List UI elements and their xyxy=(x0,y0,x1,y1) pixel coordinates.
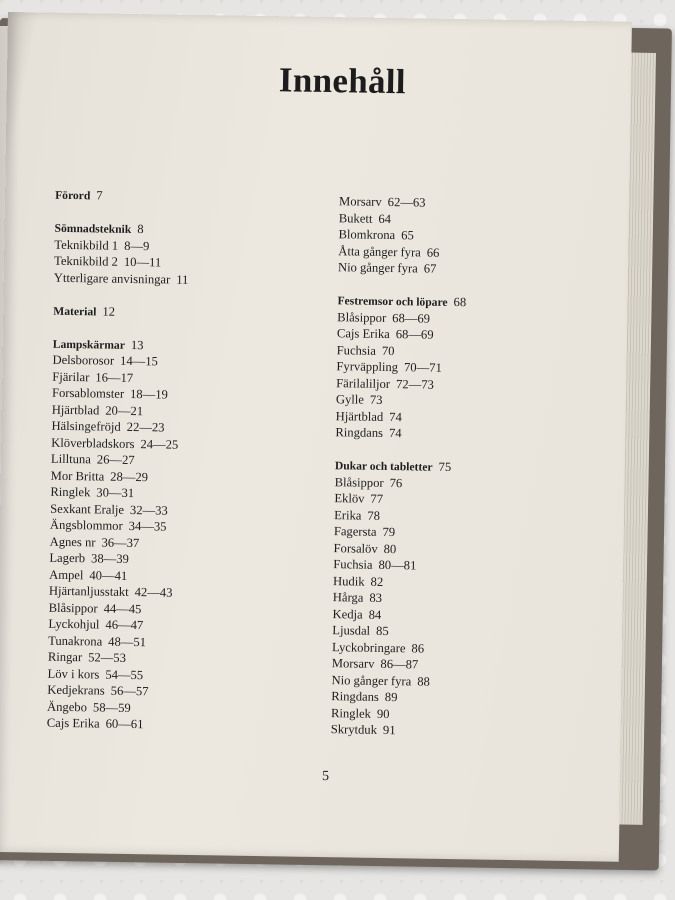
toc-entry-pages: 26—27 xyxy=(96,452,135,468)
toc-entry-title: Lyckobringare xyxy=(331,639,406,655)
toc-entry-title: Fuchsia xyxy=(336,342,377,358)
toc-entry-title: Forsalöv xyxy=(333,540,378,556)
toc-entry-pages: 90 xyxy=(376,706,390,721)
toc-entry-title: Fuchsia xyxy=(333,557,373,572)
toc-entry xyxy=(337,325,466,344)
toc-entry-pages: 70 xyxy=(381,343,395,358)
toc-entry xyxy=(333,589,462,608)
toc-entry xyxy=(47,682,182,701)
toc-entry-pages: 85 xyxy=(375,623,389,639)
toc-entry-title: Fagersta xyxy=(333,524,377,539)
toc-entry-pages: 11 xyxy=(176,272,189,287)
toc-entry xyxy=(47,698,182,717)
toc-entry xyxy=(335,424,464,443)
toc-entry-title: Morsarv xyxy=(338,194,382,209)
toc-entry xyxy=(51,451,186,470)
toc-entry xyxy=(47,715,182,734)
toc-entry-pages: 64 xyxy=(378,211,392,226)
toc-entry-title: Fyrväppling xyxy=(336,359,399,375)
toc-entry-title: Ljusdal xyxy=(332,623,371,638)
toc-entry-pages: 38—39 xyxy=(90,551,129,566)
toc-entry xyxy=(338,243,467,262)
toc-entry-pages: 54—55 xyxy=(105,667,144,682)
toc-spacer xyxy=(53,286,188,305)
toc-spacer xyxy=(338,276,467,295)
toc-entry xyxy=(333,556,462,575)
toc-entry-pages: 75 xyxy=(438,459,452,475)
toc-entry-pages: 86—87 xyxy=(380,656,419,672)
toc-entry-pages: 67 xyxy=(423,261,437,276)
toc-entry-pages: 12 xyxy=(102,304,116,319)
toc-entry xyxy=(331,672,460,691)
toc-entry-pages: 80 xyxy=(383,541,397,556)
toc-entry xyxy=(51,418,186,437)
toc-entry-pages: 74 xyxy=(388,426,402,441)
toc-entry-title: Kedjekrans xyxy=(47,682,105,698)
toc-entry-title: Ampel xyxy=(49,567,84,582)
toc-entry-pages: 91 xyxy=(382,722,396,738)
toc-entry xyxy=(49,550,184,569)
toc-entry-title: Teknikbild 1 xyxy=(54,237,119,253)
toc-entry-pages: 36—37 xyxy=(101,535,140,550)
toc-entry xyxy=(54,269,189,288)
toc-entry-pages: 78 xyxy=(367,508,381,523)
toc-entry xyxy=(49,566,184,585)
toc-entry-pages: 79 xyxy=(382,524,396,540)
toc-entry-title: Festremsor och löpare xyxy=(337,294,448,309)
toc-entry-pages: 34—35 xyxy=(128,518,167,534)
toc-entry-title: Agnes nr xyxy=(49,534,96,549)
toc-entry-pages: 60—61 xyxy=(105,716,144,732)
toc-entry-pages: 14—15 xyxy=(119,353,158,369)
toc-entry-pages: 84 xyxy=(368,607,382,622)
toc-entry-title: Delsborosor xyxy=(52,352,115,368)
toc-entry-title: Dukar och tabletter xyxy=(334,459,433,474)
toc-entry xyxy=(338,259,467,278)
toc-entry-title: Nio gånger fyra xyxy=(331,672,412,688)
toc-entry-title: Erika xyxy=(334,507,362,523)
toc-entry-title: Klöverbladskors xyxy=(51,435,135,451)
toc-entry-pages: 89 xyxy=(384,690,398,705)
toc-entry xyxy=(337,342,466,361)
toc-entry-pages: 74 xyxy=(389,409,402,424)
toc-entry-pages: 7 xyxy=(96,188,103,203)
toc-spacer xyxy=(53,319,188,338)
toc-section-heading xyxy=(337,292,466,311)
toc-entry-pages: 65 xyxy=(401,228,414,243)
toc-entry-pages: 20—21 xyxy=(105,403,144,418)
toc-section-heading xyxy=(54,220,189,239)
toc-entry xyxy=(48,649,183,668)
toc-entry-title: Fjärilar xyxy=(52,369,90,384)
toc-entry xyxy=(331,705,460,724)
toc-entry xyxy=(331,688,460,707)
toc-entry-pages: 56—57 xyxy=(110,683,149,699)
toc-entry-pages: 18—19 xyxy=(129,386,168,402)
toc-entry xyxy=(337,309,466,328)
toc-section-heading xyxy=(53,302,188,321)
toc-entry-pages: 68—69 xyxy=(392,310,431,326)
book-page xyxy=(0,12,632,862)
toc-entry-title: Löv i kors xyxy=(47,666,100,682)
toc-entry xyxy=(50,484,185,503)
toc-entry-pages: 58—59 xyxy=(92,699,131,715)
toc-entry-title: Morsarv xyxy=(331,656,375,671)
toc-section-heading xyxy=(55,187,190,206)
toc-entry-title: Sexkant Eralje xyxy=(50,501,125,517)
toc-entry-title: Blåsippor xyxy=(334,474,384,490)
toc-entry-title: Cajs Erika xyxy=(336,326,390,342)
toc-entry-pages: 22—23 xyxy=(126,419,165,435)
toc-entry-title: Lagerb xyxy=(49,550,86,566)
toc-entry-title: Ringlek xyxy=(50,484,91,500)
toc-entry-title: Ringlek xyxy=(330,705,372,721)
toc-entry-title: Blomkrona xyxy=(338,227,396,243)
toc-entry-title: Ängsblommor xyxy=(49,517,123,533)
toc-entry xyxy=(331,721,460,740)
toc-entry-title: Eklöv xyxy=(334,491,365,506)
toc-entry xyxy=(50,517,185,536)
toc-entry-title: Åtta gånger fyra xyxy=(338,243,421,260)
toc-entry-title: Skrytduk xyxy=(330,722,378,737)
toc-entry-pages: 66 xyxy=(426,245,440,260)
page-title: Innehåll xyxy=(278,60,407,102)
toc-section-heading xyxy=(335,457,464,476)
toc-entry-pages: 24—25 xyxy=(140,436,179,452)
toc-entry-pages: 86 xyxy=(411,640,425,656)
toc-entry-pages: 70—71 xyxy=(403,360,442,375)
toc-entry xyxy=(335,474,464,493)
toc-entry-title: Cajs Erika xyxy=(46,715,100,731)
toc-entry-title: Teknikbild 2 xyxy=(53,253,119,269)
toc-entry-pages: 73 xyxy=(369,392,383,407)
toc-entry-pages: 13 xyxy=(130,337,144,352)
toc-entry-pages: 62—63 xyxy=(387,194,426,210)
toc-entry-title: Färilaliljor xyxy=(336,375,391,391)
toc-entry-pages: 83 xyxy=(369,590,383,605)
toc-entry xyxy=(333,573,462,592)
toc-entry-pages: 30—31 xyxy=(96,485,135,501)
toc-entry-title: Hjärtblad xyxy=(51,402,100,417)
toc-entry-pages: 8—9 xyxy=(124,238,150,253)
toc-entry-title: Sömnadsteknik xyxy=(54,221,132,236)
toc-entry xyxy=(336,375,465,394)
toc-entry xyxy=(332,655,461,674)
toc-entry-title: Ringdans xyxy=(335,425,384,440)
toc-entry-title: Blåsippor xyxy=(48,600,98,615)
toc-entry-pages: 82 xyxy=(370,574,384,589)
toc-entry-title: Ringar xyxy=(47,649,83,665)
toc-entry-title: Kedja xyxy=(332,606,363,622)
toc-spacer xyxy=(335,441,464,460)
toc-entry-title: Ytterligare anvisningar xyxy=(53,270,171,287)
toc-entry-title: Hudik xyxy=(332,573,365,589)
toc-entry-title: Material xyxy=(53,304,97,318)
toc-entry-pages: 72—73 xyxy=(395,376,434,392)
toc-entry-pages: 68 xyxy=(453,295,467,310)
toc-entry xyxy=(54,253,189,272)
toc-entry xyxy=(51,434,186,453)
toc-entry xyxy=(48,632,183,651)
toc-entry-pages: 88 xyxy=(417,674,430,689)
toc-entry-title: Forsablomster xyxy=(51,385,125,401)
toc-entry-pages: 16—17 xyxy=(95,369,134,385)
toc-entry-title: Tunakrona xyxy=(48,633,103,649)
toc-entry-pages: 52—53 xyxy=(88,650,127,665)
toc-left-column xyxy=(47,187,190,734)
toc-entry xyxy=(50,500,185,519)
toc-entry xyxy=(336,408,465,427)
toc-entry-pages: 77 xyxy=(370,491,384,506)
toc-entry-pages: 32—33 xyxy=(129,502,168,518)
toc-entry xyxy=(338,226,467,245)
page-number: 5 xyxy=(321,769,330,785)
toc-entry xyxy=(48,616,183,635)
toc-entry xyxy=(334,490,463,509)
toc-entry xyxy=(49,583,184,602)
toc-entry xyxy=(332,606,461,625)
toc-entry-pages: 48—51 xyxy=(108,634,147,649)
toc-entry-title: Bukett xyxy=(338,210,373,226)
toc-entry-title: Hjärtblad xyxy=(335,408,384,424)
toc-entry xyxy=(52,385,187,404)
toc-entry xyxy=(52,352,187,371)
toc-entry xyxy=(336,391,465,410)
toc-entry xyxy=(339,193,468,212)
toc-entry-title: Mor Britta xyxy=(50,468,105,484)
toc-entry-title: Ringdans xyxy=(331,689,379,704)
toc-entry xyxy=(333,540,462,559)
toc-entry xyxy=(339,210,468,229)
toc-entry xyxy=(332,622,461,641)
toc-entry-title: Hårga xyxy=(332,590,364,605)
toc-entry-pages: 8 xyxy=(137,222,144,237)
toc-entry-pages: 42—43 xyxy=(134,585,173,600)
toc-entry-pages: 46—47 xyxy=(105,617,144,633)
toc-entry-title: Hälsingefröjd xyxy=(51,418,121,434)
toc-entry xyxy=(332,639,461,658)
toc-entry-title: Lilltuna xyxy=(50,451,91,467)
toc-entry-title: Hjärtanljusstakt xyxy=(48,583,129,599)
toc-entry-pages: 28—29 xyxy=(110,469,149,484)
toc-entry-title: Förord xyxy=(55,188,91,203)
toc-entry xyxy=(50,533,185,552)
toc-entry xyxy=(52,401,187,420)
toc-entry-title: Gylle xyxy=(335,392,365,407)
toc-entry-pages: 40—41 xyxy=(89,567,128,583)
toc-entry-title: Lyckohjul xyxy=(48,616,100,632)
toc-entry xyxy=(334,507,463,526)
toc-entry-title: Nio gånger fyra xyxy=(337,260,418,276)
toc-entry-title: Ängebo xyxy=(46,699,88,714)
toc-entry xyxy=(336,358,465,377)
toc-entry xyxy=(54,236,189,255)
toc-entry-title: Blåsippor xyxy=(337,309,387,325)
toc-entry-pages: 76 xyxy=(389,475,403,490)
toc-entry xyxy=(334,523,463,542)
toc-right-column xyxy=(331,193,468,739)
toc-entry xyxy=(47,665,182,684)
toc-entry-title: Lampskärmar xyxy=(52,337,126,352)
toc-entry xyxy=(52,368,187,387)
toc-entry-pages: 10—11 xyxy=(123,254,162,270)
toc-entry-pages: 44—45 xyxy=(103,601,142,616)
toc-entry-pages: 80—81 xyxy=(378,557,417,573)
toc-entry-pages: 68—69 xyxy=(395,327,434,342)
